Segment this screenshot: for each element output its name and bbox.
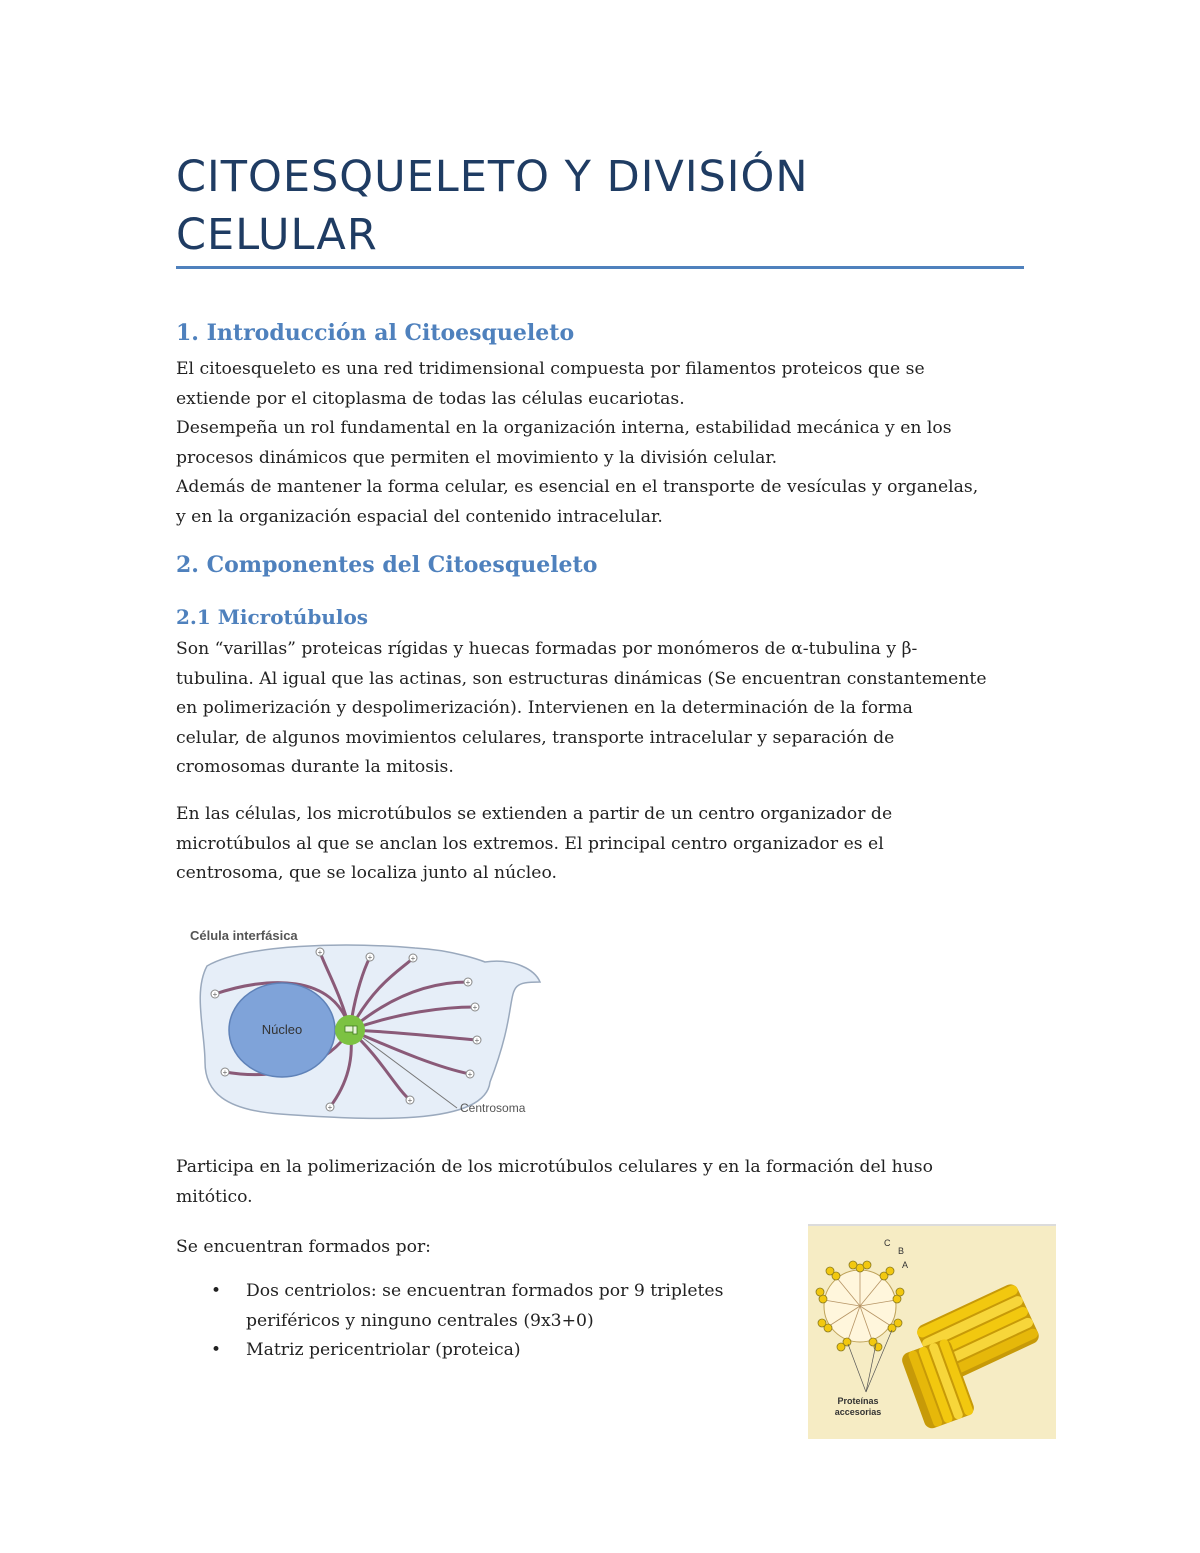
text-line: y en la organización espacial del contenido intracelular. <box>176 506 663 527</box>
text-line: Matriz pericentriolar (proteica) <box>246 1340 521 1360</box>
svg-text:+: + <box>212 990 218 999</box>
bullet-symbol: • <box>211 1281 222 1301</box>
svg-text:+: + <box>317 948 323 957</box>
interphase-cell-figure <box>185 922 560 1127</box>
text-line: Desempeña un rol fundamental en la organización interna, estabilidad mecánica y en los <box>176 418 952 438</box>
svg-text:+: + <box>407 1096 413 1105</box>
text-line: En las células, los microtúbulos se extienden a partir de un centro organizador de <box>176 804 893 824</box>
svg-text:+: + <box>410 954 416 963</box>
svg-text:+: + <box>467 1070 473 1079</box>
svg-text:+: + <box>472 1003 478 1012</box>
bullet-symbol: • <box>211 1340 222 1360</box>
section-1-paragraph <box>176 355 1028 532</box>
title-line-1: CITOESQUELETO Y DIVISIÓN <box>176 152 809 202</box>
text-line: celular, de algunos movimientos celulares, transporte intracelular y separación de <box>176 727 895 748</box>
text-line: El citoesqueleto es una red tridimensional compuesta por filamentos proteicos que se <box>176 359 925 379</box>
section-1-heading: 1. Introducción al Citoesqueleto <box>176 320 575 346</box>
label-b: B <box>898 1246 905 1256</box>
proteins-label-line-1: Proteínas <box>837 1396 879 1406</box>
document-title <box>176 148 1036 264</box>
text-line: Además de mantener la forma celular, es esencial en el transporte de vesículas y organelas, <box>176 477 979 497</box>
figure-title: Célula interfásica <box>190 928 298 943</box>
microtubules-paragraph-2 <box>176 800 1028 889</box>
text-line: Se encuentran formados por: <box>176 1237 431 1257</box>
list-item <box>176 1336 776 1366</box>
centrosome-label: Centrosoma <box>460 1101 526 1115</box>
label-c: C <box>884 1238 891 1248</box>
text-line: Dos centriolos: se encuentran formados por 9 tripletes <box>246 1281 724 1301</box>
text-line: en polimerización y despolimerización). Intervienen en la determinación de la forma <box>176 698 913 718</box>
text-line: mitótico. <box>176 1186 253 1207</box>
svg-text:+: + <box>367 953 373 962</box>
text-line: Participa en la polimerización de los microtúbulos celulares y en la formación del huso <box>176 1157 933 1177</box>
svg-text:+: + <box>465 978 471 987</box>
text-line: tubulina. Al igual que las actinas, son estructuras dinámicas (Se encuentran constantemente <box>176 668 987 689</box>
text-line: Son “varillas” proteicas rígidas y huecas formadas por monómeros de α-tubulina y β- <box>176 639 918 659</box>
svg-text:+: + <box>474 1036 480 1045</box>
text-line: microtúbulos al que se anclan los extremos. El principal centro organizador es el <box>176 833 884 854</box>
microtubules-paragraph-1 <box>176 635 1028 783</box>
text-line: procesos dinámicos que permiten el movimiento y la división celular. <box>176 447 778 468</box>
text-line: centrosoma, que se localiza junto al núcleo. <box>176 863 557 883</box>
svg-text:+: + <box>327 1103 333 1112</box>
text-line: extiende por el citoplasma de todas las células eucariotas. <box>176 388 685 409</box>
centriole-figure <box>808 1224 1056 1439</box>
centriole-mark <box>345 1026 353 1032</box>
nucleus-label: Núcleo <box>261 1022 303 1037</box>
text-line: cromosomas durante la mitosis. <box>176 757 454 777</box>
proteins-label-line-2: accesorias <box>834 1407 882 1417</box>
title-line-2: CELULAR <box>176 210 378 260</box>
svg-text:+: + <box>222 1068 228 1077</box>
section-2-1-heading: 2.1 Microtúbulos <box>176 605 369 629</box>
list-item <box>176 1277 776 1336</box>
text-line: periféricos y ninguno centrales (9x3+0) <box>246 1310 594 1331</box>
label-a: A <box>902 1260 909 1270</box>
microtubules-paragraph-3 <box>176 1153 1028 1212</box>
title-underline <box>176 266 1024 269</box>
section-2-heading: 2. Componentes del Citoesqueleto <box>176 552 598 578</box>
components-list <box>176 1277 776 1366</box>
centriole-mark <box>353 1026 357 1034</box>
